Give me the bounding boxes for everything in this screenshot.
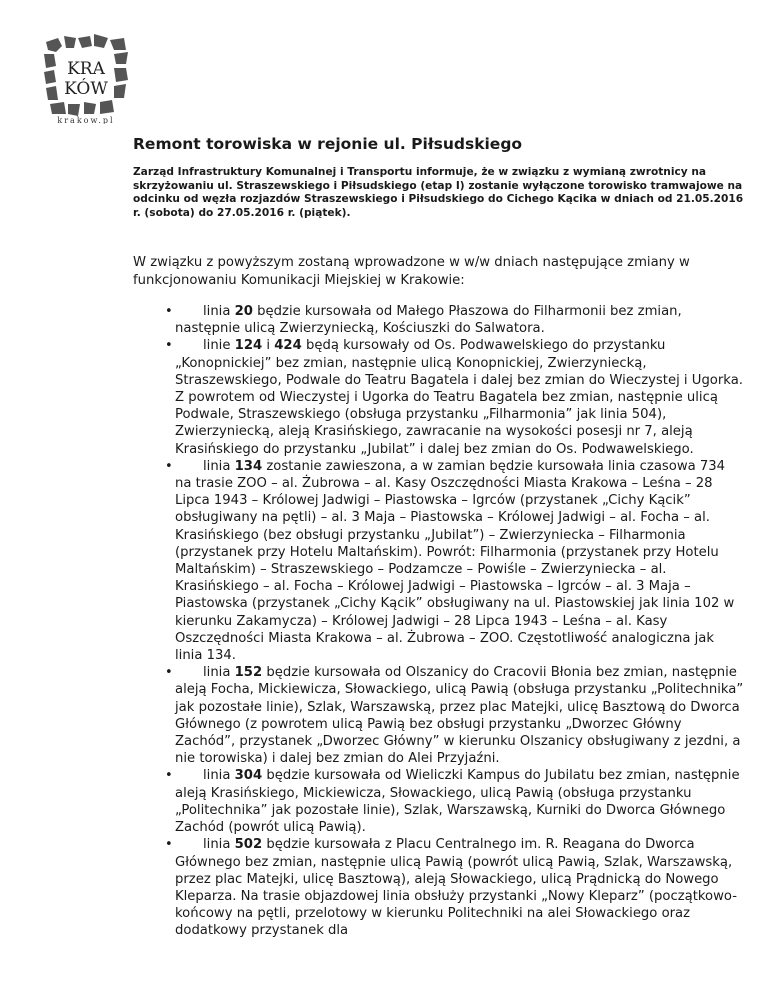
line-number: 124	[234, 338, 263, 354]
item-conjunction: i	[262, 338, 275, 354]
logo-line1: KRA	[67, 59, 105, 79]
item-prefix: linie	[203, 338, 235, 354]
logo-line2: KÓW	[64, 79, 108, 99]
bullet-icon: •	[165, 458, 173, 474]
line-number: 502	[234, 837, 263, 853]
line-number: 304	[234, 768, 263, 784]
intro-paragraph: W związku z powyższym zostaną wprowadzone w w/w dniach następujące zmiany w funkcjonowaniu Komunikacji Miejskiej w Krakowie:	[133, 255, 690, 288]
item-prefix: linia	[203, 304, 235, 319]
krakow-logo-icon	[38, 28, 134, 124]
logo-url: krakow.pl	[57, 116, 115, 124]
list-item	[167, 767, 745, 836]
item-prefix: linia	[203, 458, 235, 474]
line-number: 134	[234, 458, 263, 474]
list-item	[167, 458, 745, 664]
bullet-icon: •	[165, 304, 173, 319]
item-text: zostanie zawieszona, a w zamian będzie kursowała linia czasowa 734 na trasie ZOO – al. Żubrowa – al. Kasy Oszczędności Miasta Krakowa – Leśna – 28 Lipca 1943 – Królowej Jadwigi – Piastowska – Igrców (przystanek „Cichy Kącik” obsługiwany na pętli) – al. 3 Maja – Piastowska – Królowej Jadwigi – al. Focha – al. Krasińskiego (bez obsługi przystanku „Jubilat”) – Zwierzyniecka – Filharmonia (przystanek przy Hotelu Maltańskim). Powrót: Filharmonia (przystanek przy Hotelu Maltańskim) – Straszewskiego – Podzamcze – Powiśle – Zwierzyniecka – al. Krasińskiego – al. Focha – Królowej Jadwigi – Piastowska – Igrców – al. 3 Maja – Piastowska (przystanek „Cichy Kącik” obsługiwany na ul. Piastowskiej jak linia 102 w kierunku Zakamycza) – Królowej Jadwigi – 28 Lipca 1943 – Leśna – al. Kasy Oszczędności Miasta Krakowa – al. Żubrowa – ZOO. Częstotliwość analogiczna jak linia 134.	[175, 458, 735, 664]
item-prefix: linia	[203, 665, 235, 681]
line-number: 424	[274, 338, 302, 354]
list-item	[167, 303, 745, 337]
list-item	[167, 337, 745, 457]
bullet-icon: •	[165, 837, 173, 853]
lead-paragraph: Zarząd Infrastruktury Komunalnej i Transportu informuje, że w związku z wymianą zwrotnicy na skrzyżowaniu ul. Straszewskiego i Piłsudskiego (etap I) zostanie wyłączone torowisko tramwajowe na odcinku od węzła rozjazdów Straszewskiego i Piłsudskiego do Cichego Kącika w dniach od 21.05.2016 r. (sobota) do 27.05.2016 r. (piątek).	[133, 166, 744, 219]
page-title: Remont torowiska w rejonie ul. Piłsudskiego	[133, 135, 523, 153]
list-item	[167, 836, 745, 939]
item-text: będzie kursowała z Placu Centralnego im. R. Reagana do Dworca Głównego bez zmian, następnie ulicą Pawią (powrót ulicą Pawią, Szlak, Warszawską, przez plac Matejki, ulicę Basztową), aleją Słowackiego, ulicą Prądnicką do Nowego Kleparza. Na trasie objazdowej linia obsłuży przystanki „Nowy Kleparz” (początkowo-końcowy na pętli, przelotowy w kierunku Politechniki na alei Słowackiego oraz dodatkowy przystanek dla	[175, 837, 737, 939]
line-number: 20	[234, 304, 253, 319]
item-text: będą kursowały od Os. Podwawelskiego do przystanku „Konopnickiej” bez zmian, następnie ulicą Konopnickiej, Zwierzyniecką, Straszewskiego, Podwale do Teatru Bagatela i dalej bez zmian do Wieczystej i Ugorka. Z powrotem od Wieczystej i Ugorka do Teatru Bagatela bez zmian, następnie ulicą Podwale, Straszewskiego (obsługa przystanku „Filharmonia” jak linia 504), Zwierzyniecką, aleją Krasińskiego, zawracanie na wysokości posesji nr 7, aleją Krasińskiego do przystanku „Jubilat” i dalej bez zmian do Os. Podwawelskiego.	[175, 338, 743, 457]
item-text: będzie kursowała od Małego Płaszowa do Filharmonii bez zmian, następnie ulicą Zwierzyniecką, Kościuszki do Salwatora.	[175, 304, 682, 337]
line-number: 152	[234, 665, 263, 681]
item-text: będzie kursowała od Wieliczki Kampus do Jubilatu bez zmian, następnie aleją Krasińskiego, Mickiewicza, Słowackiego, ulicą Pawią (obsługa przystanku „Politechnika” jak pozostałe linie), Szlak, Warszawską, Kurniki do Dworca Głównego Zachód (powrót ulicą Pawią).	[175, 768, 740, 836]
bullet-icon: •	[165, 338, 173, 354]
item-prefix: linia	[203, 768, 235, 784]
item-prefix: linia	[203, 837, 235, 853]
route-changes-list	[167, 303, 745, 940]
bullet-icon: •	[165, 665, 173, 681]
list-item	[167, 664, 745, 767]
item-text: będzie kursowała od Olszanicy do Cracovii Błonia bez zmian, następnie aleją Focha, Mickiewicza, Słowackiego, ulicą Pawią (obsługa przystanku „Politechnika” jak pozostałe linie), Szlak, Warszawską, przez plac Matejki, ulicę Basztową do Dworca Głównego (z powrotem ulicą Pawią bez obsługi przystanku „Dworzec Główny Zachód”, przystanek „Dworzec Główny” w kierunku Olszanicy obsługiwany z jezdni, a nie torowiska) i dalej bez zmian do Alei Przyjaźni.	[175, 665, 744, 767]
bullet-icon: •	[165, 768, 173, 784]
